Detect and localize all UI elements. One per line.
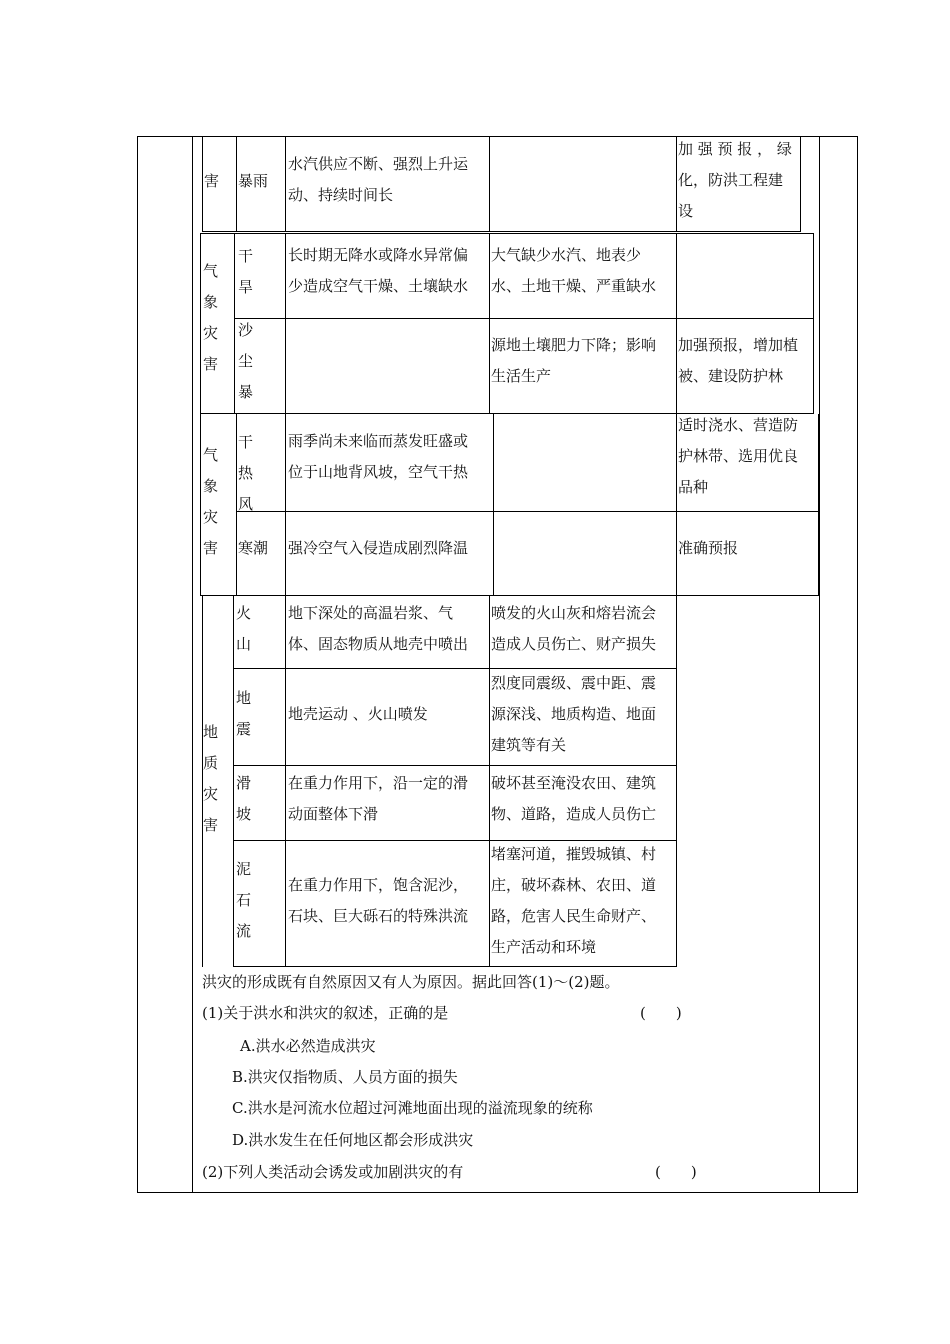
grid-line bbox=[676, 233, 677, 414]
cause-line: 在重力作用下，饱含泥沙， bbox=[288, 876, 469, 894]
measure-line: 品种 bbox=[678, 478, 709, 496]
grid-line bbox=[236, 136, 237, 232]
category-cell: 气象灾害 bbox=[203, 262, 219, 373]
option-d: D.洪水发生在任何地区都会形成洪灾 bbox=[232, 1131, 474, 1149]
effect-line: 生活生产 bbox=[491, 367, 552, 385]
cause-line: 地下深处的高温岩浆、气 bbox=[288, 604, 454, 622]
cause-line: 水汽供应不断、强烈上升运 bbox=[288, 155, 469, 173]
grid-line bbox=[233, 596, 234, 967]
effect-line: 路，危害人民生命财产、 bbox=[491, 907, 657, 925]
effect-line: 庄，破坏森林、农田、道 bbox=[491, 876, 657, 894]
cause-line: 石块、巨大砾石的特殊洪流 bbox=[288, 907, 469, 925]
grid-line bbox=[233, 765, 677, 766]
cause-line: 体、固态物质从地壳中喷出 bbox=[288, 635, 469, 653]
grid-line bbox=[234, 318, 814, 319]
cause-line: 在重力作用下，沿一定的滑 bbox=[288, 774, 469, 792]
question-1-stem: (1)关于洪水和洪灾的叙述，正确的是 bbox=[202, 1004, 449, 1022]
outer-frame-right bbox=[857, 136, 858, 1193]
type-cell: 干旱 bbox=[238, 247, 254, 296]
grid-line bbox=[493, 414, 494, 596]
effect-line: 破坏甚至淹没农田、建筑 bbox=[491, 774, 657, 792]
option-c: C.洪水是河流水位超过河滩地面出现的溢流现象的统称 bbox=[232, 1099, 593, 1117]
measure-line: 设 bbox=[678, 202, 694, 220]
cause-line: 地壳运动 、火山喷发 bbox=[288, 705, 428, 723]
type-cell: 干热风 bbox=[238, 433, 254, 513]
grid-line bbox=[200, 414, 201, 596]
effect-line: 建筑等有关 bbox=[491, 736, 567, 754]
measure-line: 被、建设防护林 bbox=[678, 367, 784, 385]
grid-line bbox=[676, 136, 677, 232]
category-cell: 气象灾害 bbox=[203, 446, 219, 557]
cause-line: 动面整体下滑 bbox=[288, 805, 379, 823]
cause-line: 位于山地背风坡，空气干热 bbox=[288, 463, 469, 481]
category-cell: 害 bbox=[204, 172, 220, 190]
grid-line bbox=[285, 414, 286, 596]
outer-frame-left bbox=[137, 136, 138, 1193]
effect-line: 大气缺少水汽、地表少 bbox=[491, 246, 642, 264]
effect-line: 源深浅、地质构造、地面 bbox=[491, 705, 657, 723]
effect-line: 物、道路，造成人员伤亡 bbox=[491, 805, 657, 823]
effect-line: 源地土壤肥力下降；影响 bbox=[491, 336, 657, 354]
measure-line: 化，防洪工程建 bbox=[678, 171, 784, 189]
type-cell: 沙尘暴 bbox=[238, 321, 254, 401]
effect-line: 堵塞河道，摧毁城镇、村 bbox=[491, 845, 657, 863]
grid-line bbox=[285, 596, 286, 967]
grid-line bbox=[233, 966, 677, 967]
cause-line: 长时期无降水或降水异常偏 bbox=[288, 246, 469, 264]
cause-line: 雨季尚未来临而蒸发旺盛或 bbox=[288, 432, 469, 450]
type-cell: 地震 bbox=[236, 689, 252, 738]
grid-line bbox=[202, 231, 801, 232]
effect-line: 喷发的火山灰和熔岩流会 bbox=[491, 604, 657, 622]
effect-line: 水、土地干燥、严重缺水 bbox=[491, 277, 657, 295]
grid-line bbox=[236, 414, 237, 596]
effect-line: 造成人员伤亡、财产损失 bbox=[491, 635, 657, 653]
grid-line bbox=[202, 136, 203, 232]
measure-line: 准确预报 bbox=[678, 539, 739, 557]
inner-frame-left bbox=[192, 136, 193, 1193]
measure-line: 适时浇水、营造防 bbox=[678, 416, 799, 434]
type-cell: 泥石流 bbox=[236, 860, 252, 940]
option-a: A.洪水必然造成洪灾 bbox=[240, 1037, 376, 1055]
effect-line: 烈度同震级、震中距、震 bbox=[491, 674, 657, 692]
question-2-answer-paren: ( ) bbox=[655, 1163, 697, 1181]
outer-frame-bottom bbox=[137, 1192, 858, 1193]
effect-line: 生产活动和环境 bbox=[491, 938, 597, 956]
grid-line bbox=[676, 596, 677, 967]
category-cell: 地质灾害 bbox=[203, 723, 219, 834]
grid-line bbox=[200, 233, 201, 414]
grid-line bbox=[676, 414, 677, 596]
grid-line bbox=[200, 233, 814, 234]
question-1-answer-paren: ( ) bbox=[640, 1004, 682, 1022]
grid-line bbox=[285, 136, 286, 232]
type-cell: 暴雨 bbox=[238, 172, 269, 190]
cause-line: 动、持续时间长 bbox=[288, 186, 394, 204]
grid-line bbox=[234, 233, 235, 414]
type-cell: 寒潮 bbox=[238, 539, 269, 557]
grid-line bbox=[236, 511, 819, 512]
grid-line bbox=[489, 233, 490, 414]
question-intro: 洪灾的形成既有自然原因又有人为原因。据此回答(1)～(2)题。 bbox=[202, 973, 620, 991]
cause-line: 强冷空气入侵造成剧烈降温 bbox=[288, 539, 469, 557]
cause-line: 少造成空气干燥、土壤缺水 bbox=[288, 277, 469, 295]
measure-line: 加强预报，增加植 bbox=[678, 336, 799, 354]
grid-line bbox=[800, 136, 801, 232]
type-cell: 滑坡 bbox=[236, 774, 252, 823]
question-2-stem: (2)下列人类活动会诱发或加剧洪灾的有 bbox=[202, 1163, 464, 1181]
inner-frame-right bbox=[819, 136, 820, 1193]
measure-line: 护林带、选用优良 bbox=[678, 447, 799, 465]
grid-line bbox=[489, 596, 490, 967]
grid-line bbox=[200, 595, 819, 596]
grid-line bbox=[818, 414, 819, 596]
option-b: B.洪灾仅指物质、人员方面的损失 bbox=[232, 1068, 458, 1086]
measure-line: 加 强 预 报 ， 绿 bbox=[678, 140, 792, 158]
grid-line bbox=[813, 233, 814, 414]
type-cell: 火山 bbox=[236, 604, 252, 653]
grid-line bbox=[285, 233, 286, 414]
grid-line bbox=[489, 136, 490, 232]
